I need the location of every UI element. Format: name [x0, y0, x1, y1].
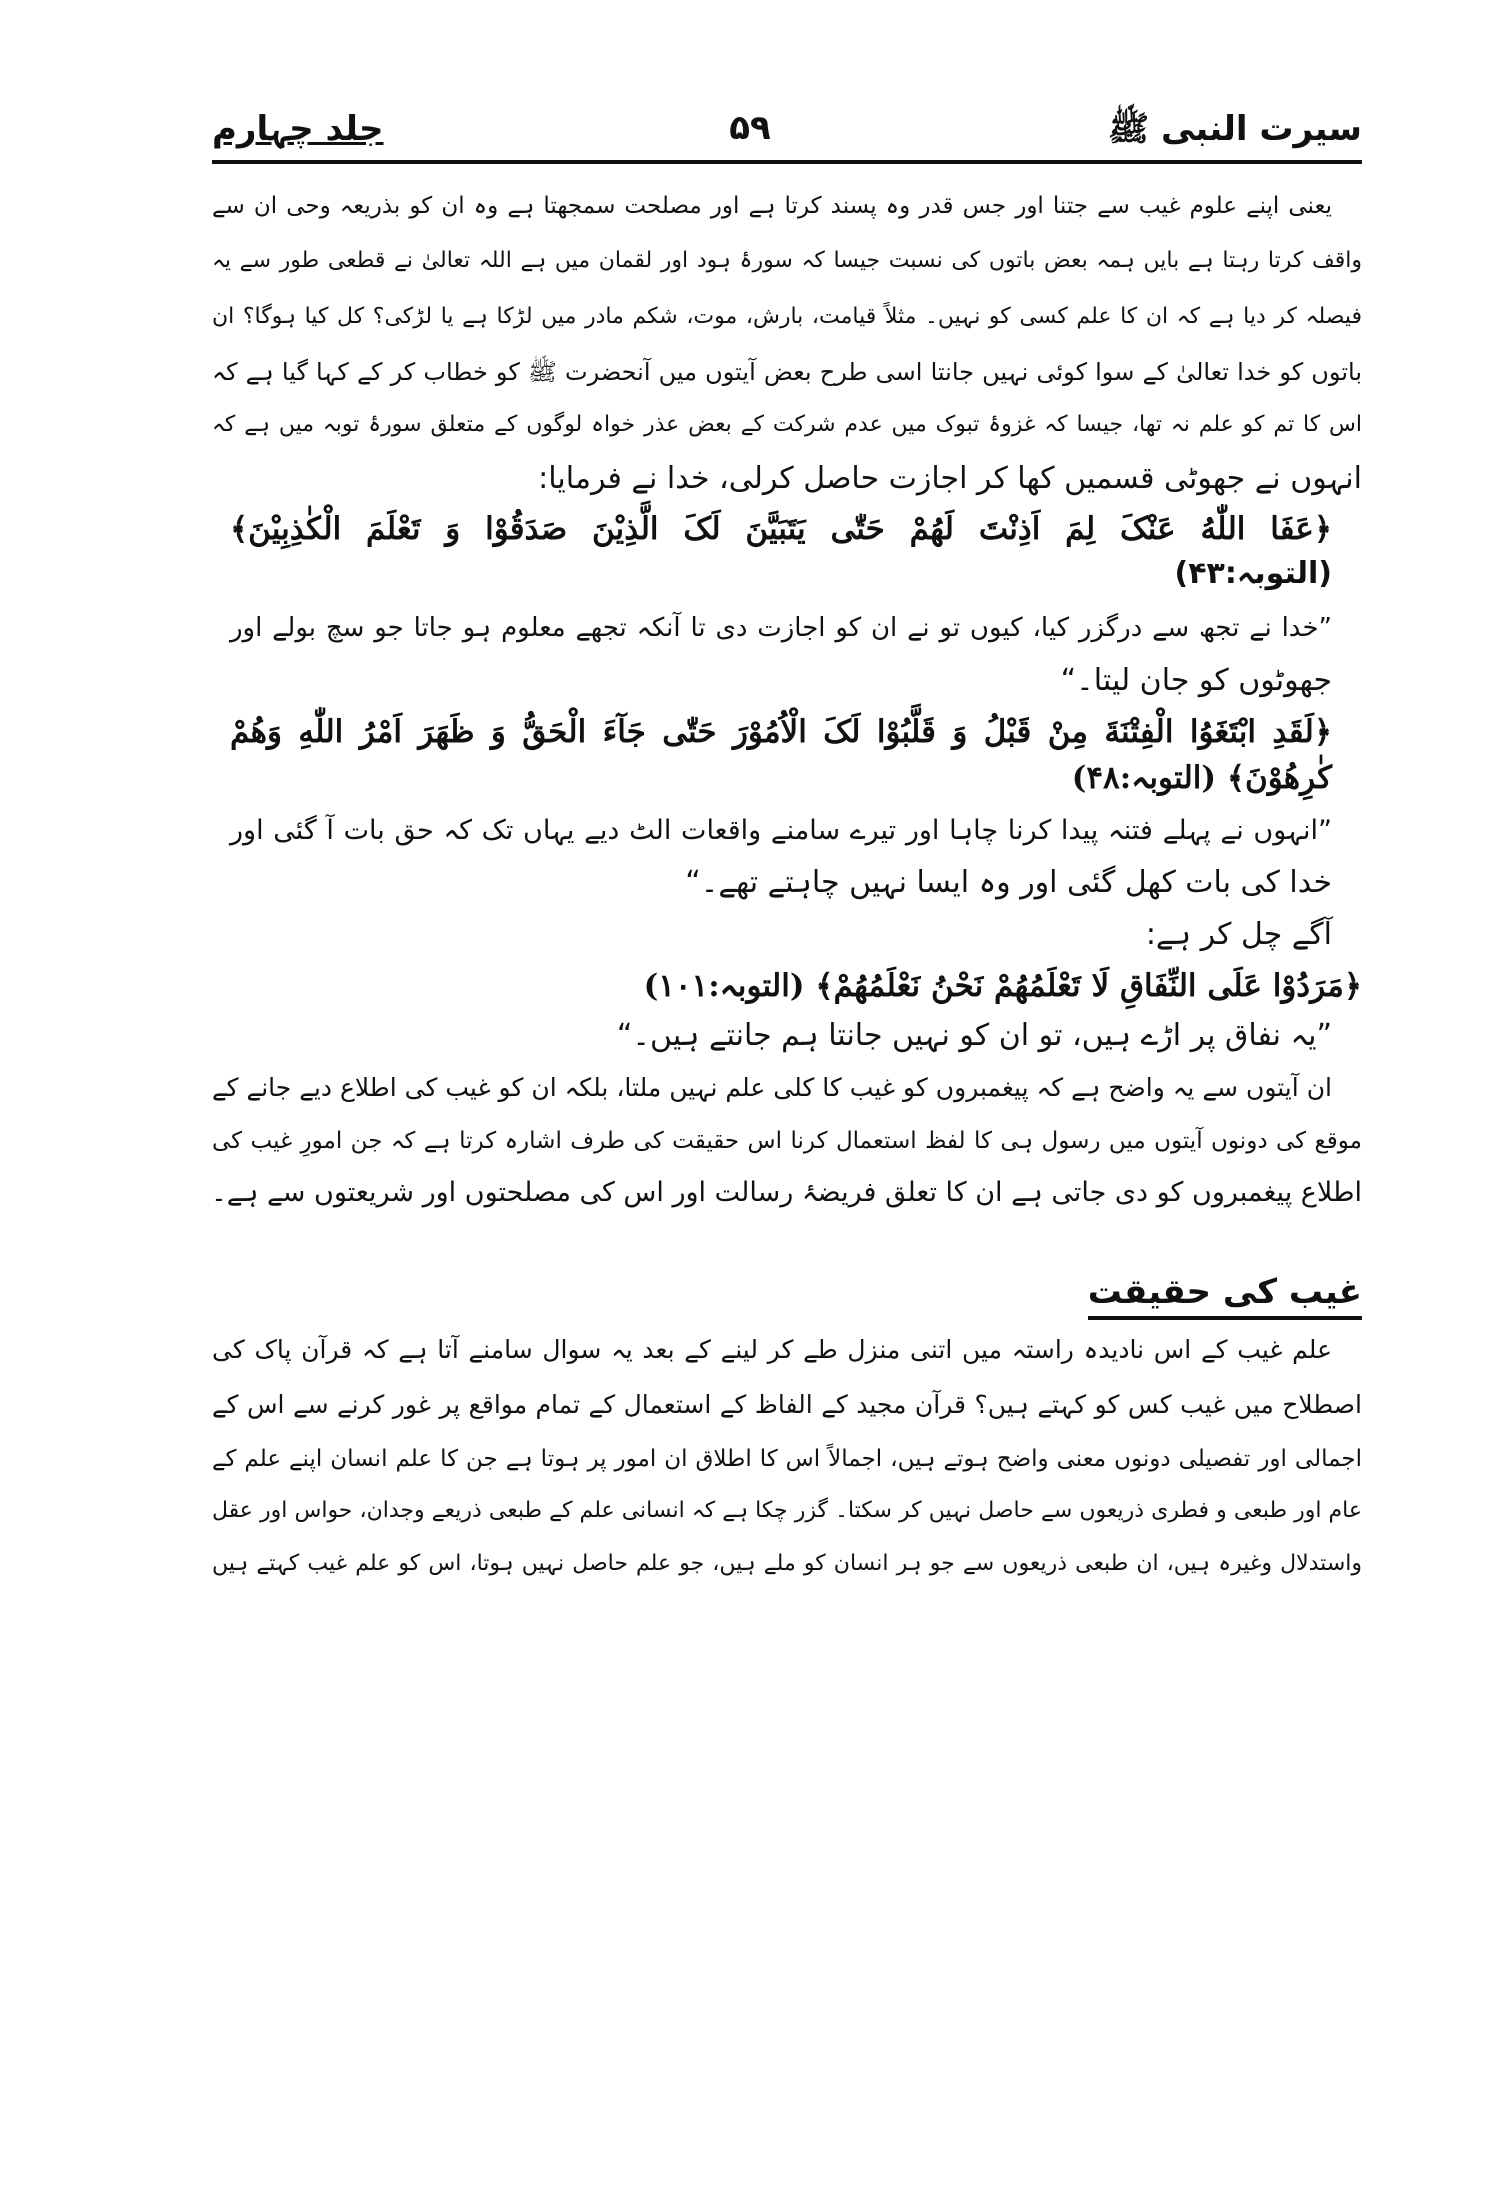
- body-line: انہوں نے جھوٹی قسمیں کھا کر اجازت حاصل کرلی، خدا نے فرمایا:: [538, 461, 1362, 496]
- body-line: آگے چل کر ہے:: [1145, 917, 1332, 952]
- body-line: اطلاع پیغمبروں کو دی جاتی ہے ان کا تعلق فریضۂ رسالت اور اس کی مصلحتوں اور شریعتوں سے ہے۔: [210, 1177, 1362, 1208]
- header-rule: [212, 160, 1362, 164]
- body-line: علم غیب کے اس نادیدہ راستہ میں اتنی منزل طے کر لینے کے بعد یہ سوال سامنے آتا ہے کہ قرآن پاک کی: [212, 1335, 1332, 1364]
- section-heading: غیب کی حقیقت: [1088, 1272, 1362, 1320]
- body-line: واستدلال وغیرہ ہیں، ان طبعی ذریعوں سے جو ہر انسان کو ملے ہیں، جو علم حاصل نہیں ہوتا، اس کو علم غیب کہتے ہیں: [212, 1551, 1362, 1576]
- translation-line: جھوٹوں کو جان لیتا۔“: [1060, 663, 1332, 698]
- body-line: اجمالی اور تفصیلی دونوں معنی واضح ہوتے ہیں، اجمالاً اس کا اطلاق ان امور پر ہوتا ہے جن کا علم انسان اپنے علم کے: [212, 1446, 1362, 1472]
- body-line: عام اور طبعی و فطری ذریعوں سے حاصل نہیں کر سکتا۔ گزر چکا ہے کہ انسانی علم کے طبعی ذریعے وجدان، حواس اور عقل: [212, 1498, 1362, 1523]
- quran-verse: ﴿مَرَدُوْا عَلَی النِّفَاقِ لَا تَعْلَمُهُمْ نَحْنُ نَعْلَمُهُمْ﴾ (التوبہ:۱۰۱): [643, 968, 1362, 1004]
- quran-verse: کٰرِهُوْنَ﴾ (التوبہ:۴۸): [1071, 760, 1332, 796]
- quran-verse: ﴿عَفَا اللّٰهُ عَنْکَ لِمَ اَذِنْتَ لَهُمْ حَتّٰی یَتَبَیَّنَ لَکَ الَّذِیْنَ صَدَقُوْا وَ تَعْلَمَ الْکٰذِبِیْنَ﴾: [230, 511, 1332, 547]
- translation-line: ”انہوں نے پہلے فتنہ پیدا کرنا چاہا اور تیرے سامنے واقعات الٹ دیے یہاں تک کہ حق بات آ گئی اور: [230, 815, 1332, 846]
- translation-line: خدا کی بات کھل گئی اور وہ ایسا نہیں چاہتے تھے۔“: [685, 865, 1332, 900]
- verse-reference: (التوبہ:۴۳): [1174, 556, 1332, 591]
- body-line: فیصلہ کر دیا ہے کہ ان کا علم کسی کو نہیں۔ مثلاً قیامت، بارش، موت، شکم مادر میں لڑکا ہے یا لڑکی؟ کل کیا ہوگا؟ ان: [212, 304, 1362, 329]
- body-line: یعنی اپنے علوم غیب سے جتنا اور جس قدر وہ پسند کرتا ہے اور مصلحت سمجھتا ہے وہ ان کو بذریعہ وحی ان سے: [212, 193, 1332, 219]
- page-number: ۵۹: [729, 108, 771, 148]
- body-line: واقف کرتا رہتا ہے بایں ہمہ بعض باتوں کی نسبت جیسا کہ سورۂ ہود اور لقمان میں ہے اللہ تعالیٰ نے قطعی طور سے یہ: [212, 248, 1362, 273]
- running-title: سیرت النبی ﷺ: [1108, 109, 1362, 149]
- body-line: اصطلاح میں غیب کس کو کہتے ہیں؟ قرآن مجید کے الفاظ کے استعمال کے تمام مواقع پر غور کرنے سے اس کے: [212, 1390, 1362, 1419]
- volume-label: جلد چہارم: [212, 109, 384, 149]
- body-line: ان آیتوں سے یہ واضح ہے کہ پیغمبروں کو غیب کا کلی علم نہیں ملتا، بلکہ ان کو غیب کی اطلاع دیے جانے کے: [212, 1073, 1332, 1102]
- body-line: موقع کی دونوں آیتوں میں رسول ہی کا لفظ استعمال کرنا اس حقیقت کی طرف اشارہ کرتا ہے کہ جن امورِ غیب کی: [212, 1128, 1362, 1154]
- quran-verse: ﴿لَقَدِ ابْتَغَوُا الْفِتْنَةَ مِنْ قَبْلُ وَ قَلَّبُوْا لَکَ الْاُمُوْرَ حَتّٰی جَآءَ الْحَقُّ وَ ظَهَرَ اَمْرُ اللّٰهِ وَهُمْ: [230, 714, 1332, 750]
- translation-line: ”یہ نفاق پر اڑے ہیں، تو ان کو نہیں جانتا ہم جانتے ہیں۔“: [616, 1018, 1332, 1053]
- body-line: باتوں کو خدا تعالیٰ کے سوا کوئی نہیں جانتا اسی طرح بعض آیتوں میں آنحضرت ﷺ کو خطاب کر کے کہا گیا ہے کہ: [212, 358, 1362, 386]
- translation-line: ”خدا نے تجھ سے درگزر کیا، کیوں تو نے ان کو اجازت دی تا آنکہ تجھے معلوم ہو جاتا جو سچ بولے اور: [230, 613, 1332, 643]
- body-line: اس کا تم کو علم نہ تھا، جیسا کہ غزوۂ تبوک میں عدم شرکت کے بعض عذر خواہ لوگوں کے متعلق سورۂ توبہ میں ہے کہ: [212, 412, 1362, 437]
